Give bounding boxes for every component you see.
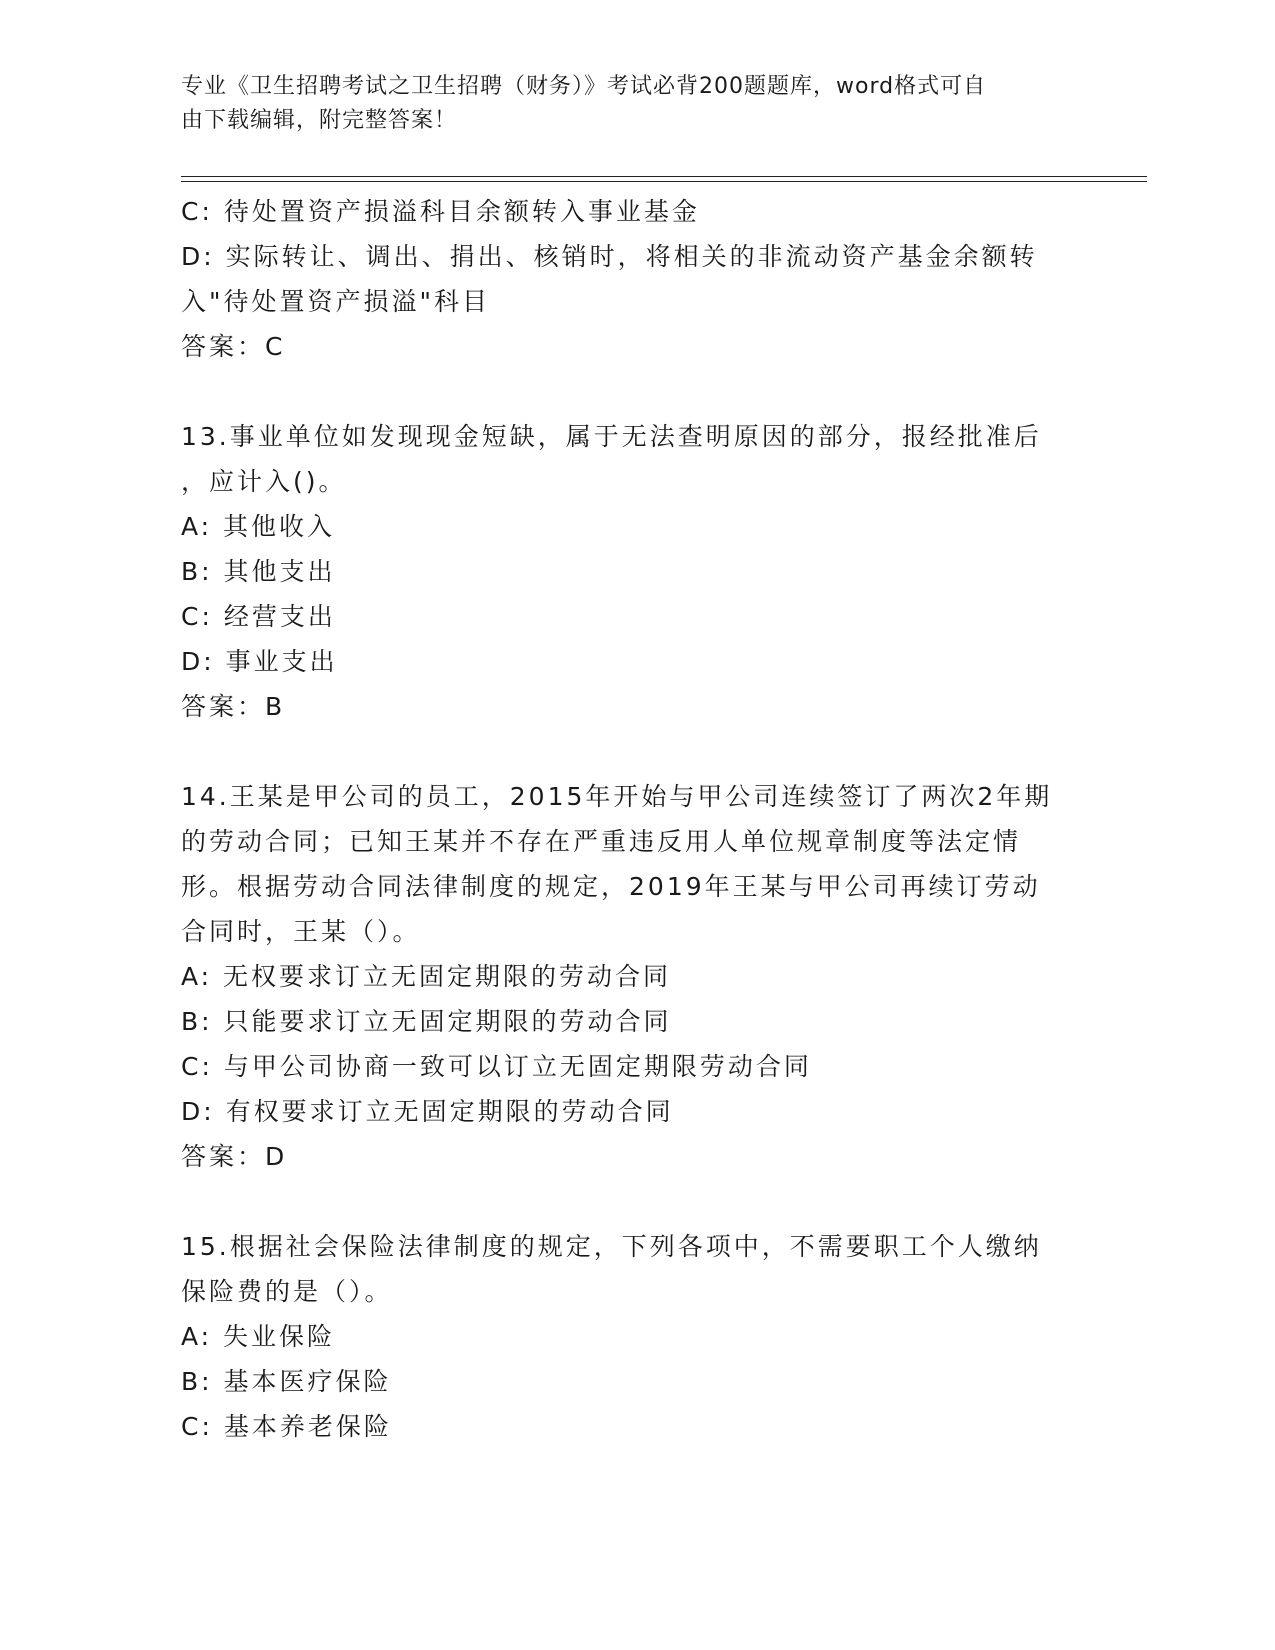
option-d: D: 事业支出 — [181, 647, 338, 676]
spacer — [181, 729, 1061, 774]
answer-text: 答案：C — [181, 332, 286, 361]
question-13 — [181, 414, 1061, 729]
document-header — [181, 70, 1061, 138]
question-15 — [181, 1224, 1061, 1449]
option-d-line-1: D: 实际转让、调出、捐出、核销时，将相关的非流动资产基金余额转 — [181, 242, 1038, 271]
spacer — [181, 369, 1061, 414]
option-a: A: 其他收入 — [181, 512, 336, 541]
option-d: D: 有权要求订立无固定期限的劳动合同 — [181, 1097, 674, 1126]
question-stem-line-2: 保险费的是（）。 — [181, 1277, 393, 1306]
option-c: C: 经营支出 — [181, 602, 336, 631]
question-list — [181, 189, 1061, 1449]
question-stem-line-4: 合同时，王某（）。 — [181, 917, 421, 946]
header-line-2: 由下载编辑，附完整答案！ — [181, 108, 458, 133]
option-b: B: 基本医疗保险 — [181, 1367, 392, 1396]
question-stem-line-1: 13.事业单位如发现现金短缺，属于无法查明原因的部分，报经批准后 — [181, 422, 1042, 451]
header-divider-bottom — [181, 181, 1147, 182]
header-line-1: 专业《卫生招聘考试之卫生招聘（财务）》考试必背200题题库，word格式可自 — [181, 74, 987, 99]
option-a: A: 失业保险 — [181, 1322, 336, 1351]
question-stem-line-1: 14.王某是甲公司的员工，2015年开始与甲公司连续签订了两次2年期 — [181, 782, 1053, 811]
spacer — [181, 1179, 1061, 1224]
question-12-tail — [181, 189, 1061, 369]
question-stem-line-2: ，应计入()。 — [181, 467, 347, 496]
question-stem-line-2: 的劳动合同；已知王某并不存在严重违反用人单位规章制度等法定情 — [181, 827, 1022, 856]
answer-text: 答案：D — [181, 1142, 288, 1171]
question-14 — [181, 774, 1061, 1179]
option-c: C: 待处置资产损溢科目余额转入事业基金 — [181, 197, 700, 226]
question-stem-line-3: 形。根据劳动合同法律制度的规定，2019年王某与甲公司再续订劳动 — [181, 872, 1041, 901]
option-c: C: 与甲公司协商一致可以订立无固定期限劳动合同 — [181, 1052, 812, 1081]
question-stem-line-1: 15.根据社会保险法律制度的规定，下列各项中，不需要职工个人缴纳 — [181, 1232, 1042, 1261]
option-b: B: 其他支出 — [181, 557, 336, 586]
header-divider-top — [181, 176, 1147, 177]
option-c: C: 基本养老保险 — [181, 1412, 392, 1441]
option-a: A: 无权要求订立无固定期限的劳动合同 — [181, 962, 672, 991]
option-d-line-2: 入"待处置资产损溢"科目 — [181, 287, 490, 316]
option-b: B: 只能要求订立无固定期限的劳动合同 — [181, 1007, 672, 1036]
answer-text: 答案：B — [181, 692, 286, 721]
